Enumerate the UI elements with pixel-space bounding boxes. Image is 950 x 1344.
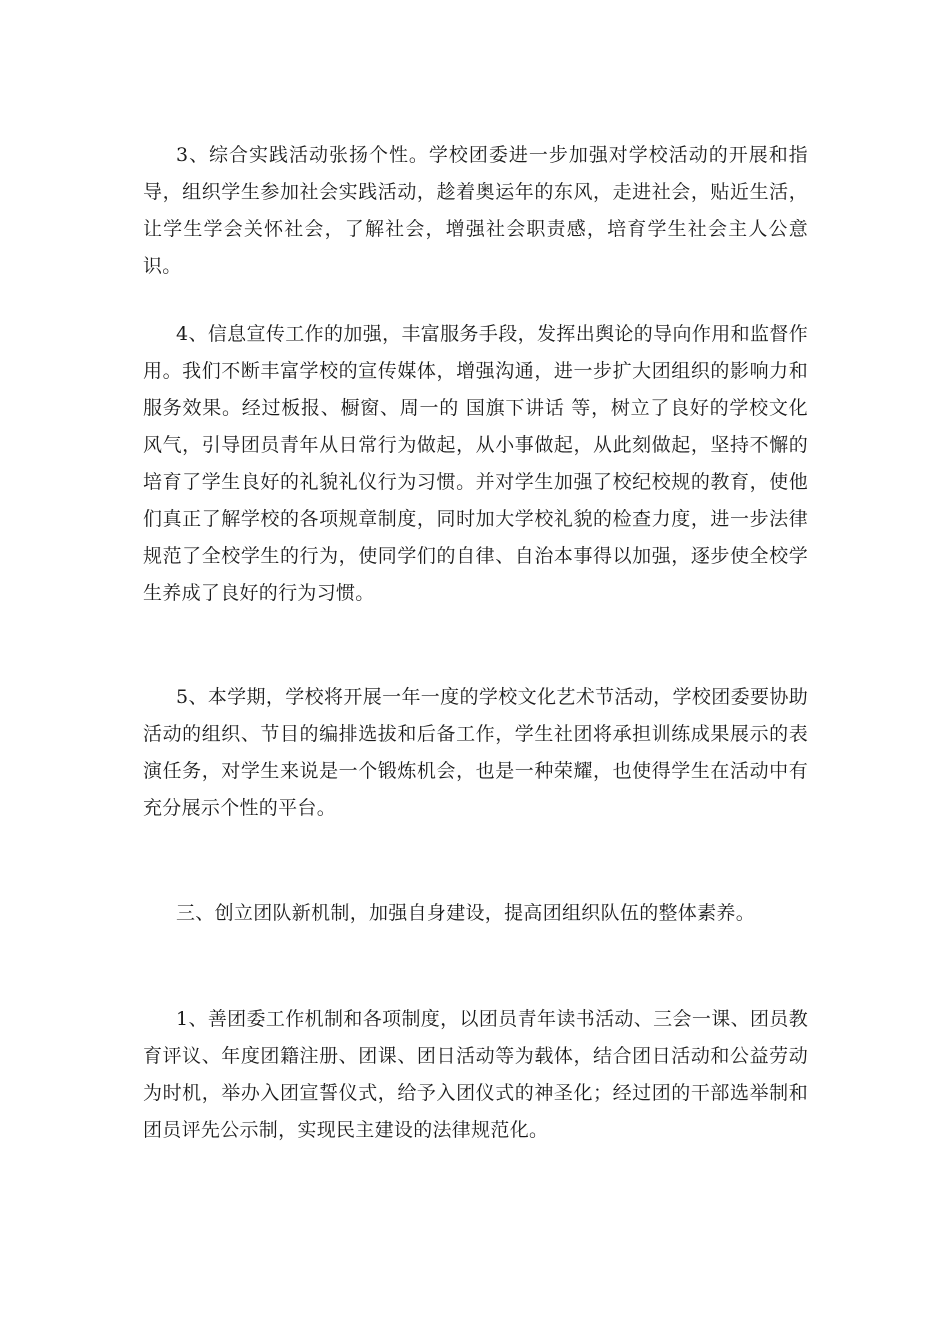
paragraph-5-arts-festival: 5、本学期，学校将开展一年一度的学校文化艺术节活动，学校团委要协助活动的组织、节目的编排选拔和后备工作，学生社团将承担训练成果展示的表演任务，对学生来说是一个锻炼机会，也是一种荣耀，也使得学生在活动中有充分展示个性的平台。 bbox=[143, 686, 808, 819]
paragraph-1-mechanisms: 1、善团委工作机制和各项制度，以团员青年读书活动、三会一课、团员教育评议、年度团籍注册、团课、团日活动等为载体，结合团日活动和公益劳动为时机，举办入团宣誓仪式，给予入团仪式的神圣化；经过团的干部选举制和团员评先公示制，实现民主建设的法律规范化。 bbox=[143, 1008, 808, 1141]
section-heading-3: 三、创立团队新机制，加强自身建设，提高团组织队伍的整体素养。 bbox=[176, 902, 756, 924]
paragraph-3-social-practice: 3、综合实践活动张扬个性。学校团委进一步加强对学校活动的开展和指导，组织学生参加社会实践活动，趁着奥运年的东风，走进社会，贴近生活，让学生学会关怀社会，了解社会，增强社会职责感，培育学生社会主人公意识。 bbox=[143, 144, 808, 277]
paragraph-4-publicity-work: 4、信息宣传工作的加强，丰富服务手段，发挥出舆论的导向作用和监督作用。我们不断丰富学校的宣传媒体，增强沟通，进一步扩大团组织的影响力和服务效果。经过板报、橱窗、周一的 国旗下讲话 等，树立了良好的学校文化风气，引导团员青年从日常行为做起，从小事做起，从此刻做起，坚持不懈的培育了学生良好的礼貌礼仪行为习惯。并对学生加强了校纪校规的教育，使他们真正了解学校的各项规章制度，同时加大学校礼貌的检查力度，进一步法律规范了全校学生的行为，使同学们的自律、自治本事得以加强，逐步使全校学生养成了良好的行为习惯。 bbox=[143, 323, 808, 604]
